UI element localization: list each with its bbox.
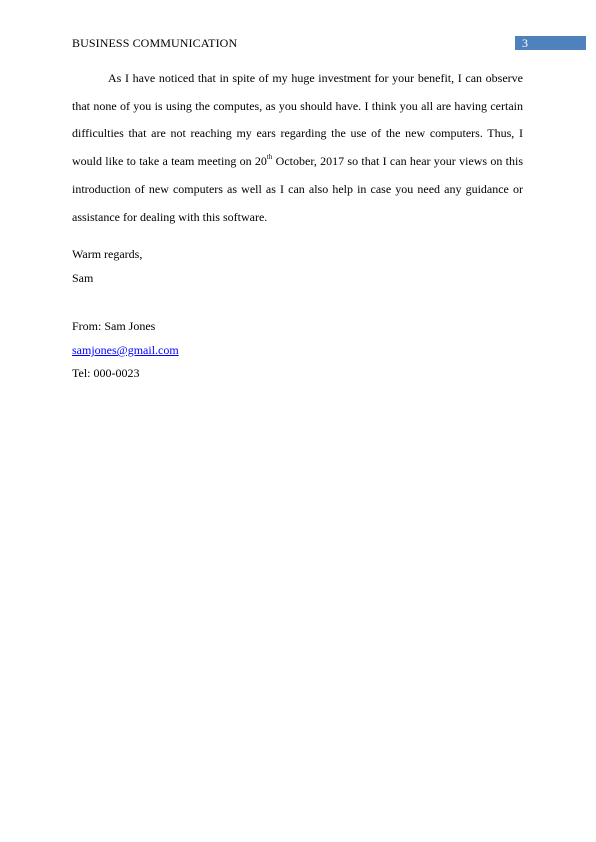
closing-name: Sam xyxy=(72,271,94,285)
body-text-part-2: October, 2017 so that I can hear your views on this introduction of new computers as well as I can also help in case you need any guidance or assistance for dealing with this software. xyxy=(72,154,523,224)
body-paragraph xyxy=(72,65,523,231)
page-number-badge xyxy=(515,36,586,50)
closing-salutation: Warm regards, xyxy=(72,247,143,261)
contact-email-line xyxy=(72,343,179,357)
page-number: 3 xyxy=(522,36,528,50)
contact-from: From: Sam Jones xyxy=(72,319,156,333)
body-text-part-1: As I have noticed that in spite of my huge investment for your benefit, I can observe that none of you is using the computes, as you should have. I think you all are having certain difficulties that are not reaching my ears regarding the use of the new computers. Thus, I would like to take a team meeting on 20 xyxy=(72,71,523,169)
ordinal-suffix: th xyxy=(266,153,273,162)
contact-tel: Tel: 000-0023 xyxy=(72,366,140,380)
header-title: BUSINESS COMMUNICATION xyxy=(72,36,238,50)
email-link[interactable]: samjones@gmail.com xyxy=(72,343,179,357)
